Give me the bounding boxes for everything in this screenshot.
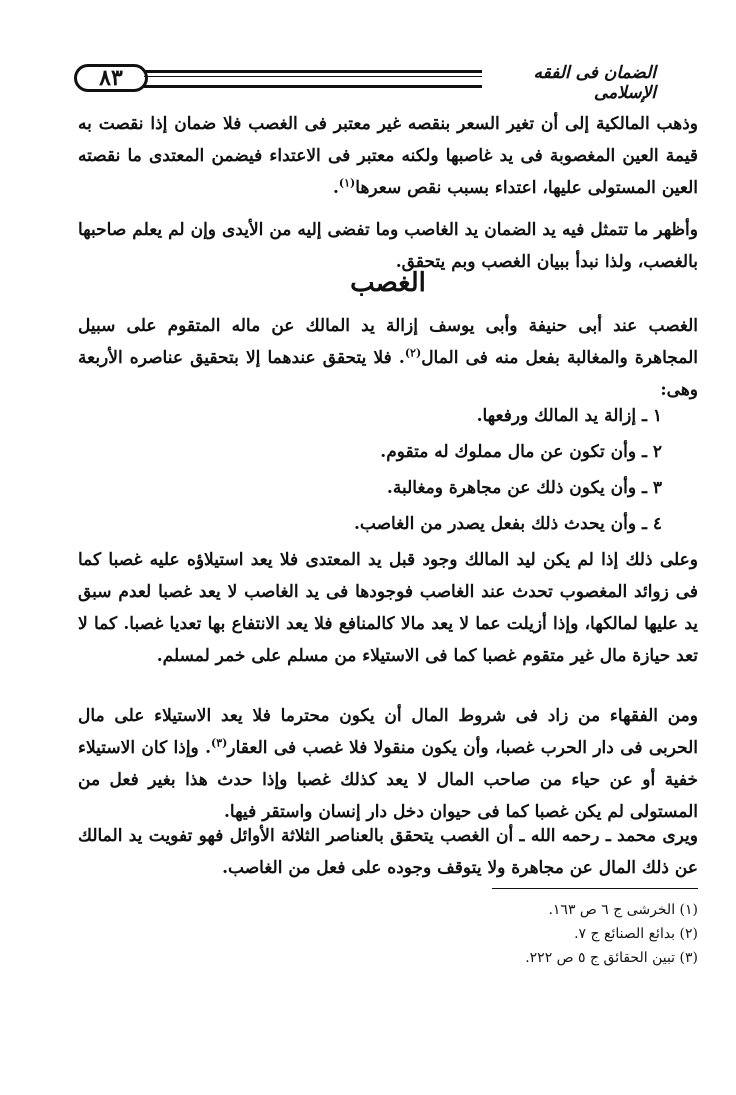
list-item: ١ ـ إزالة يد المالك ورفعها. [476, 406, 662, 426]
section-heading: الغصب [350, 268, 426, 298]
paragraph-text: ومن الفقهاء من زاد فى شروط المال أن يكون محترما فلا يعد الاستيلاء على مال الحربى فى دار الحرب غصبا، وأن يكون منقولا فلا غصب فى العقار [78, 706, 699, 758]
footnotes [78, 898, 698, 970]
page-number-badge [74, 64, 148, 92]
footnote-divider [492, 888, 698, 889]
paragraph-price-change: وذهب المالكية إلى أن تغير السعر بنقصه غير معتبر فى الغصب فلا ضمان إذا نقصت به قيمة العين المغصوبة فى يد غاصبها ولكنه معتبر فى الاعتداء فيضمن المعتدى ما نقصته العين المستولى عليها، اعتداء بسبب نقص سعرها$^{(١)}$. [78, 114, 698, 198]
footnote-ref-1[interactable]: (١) [338, 176, 356, 190]
list-item: ٤ ـ وأن يحدث ذلك بفعل يصدر من الغاصب. [354, 514, 662, 534]
paragraph-text: . وإذا كان الاستيلاء خفية أو عن حياء من صاحب المال لا يعد كذلك غصبا وإذا حدث هذا بغير فعل من المستولى لم يكن غصبا كما فى حيوان دخل دار إنسان واستقر فيها. [78, 738, 698, 822]
footnote-ref-3[interactable]: (٣) [211, 736, 228, 750]
running-title: الضمان فى الفقه الإسلامى [533, 63, 656, 103]
header-rule [144, 70, 482, 88]
page-number: ٨٣ [99, 65, 123, 91]
footnote-3: (٣) تبين الحقائق ج ٥ ص ٢٢٢. [525, 950, 698, 966]
footnote-2: (٢) بدائع الصنائع ج ٧. [574, 926, 698, 942]
footnote-ref-2[interactable]: (٢) [404, 346, 422, 360]
paragraph-text: ويرى محمد ـ رحمه الله ـ أن الغصب يتحقق بالعناصر الثلاثة الأوائل فهو تفويت يد المالك عن ذلك المال عن مجاهرة ولا يتوقف وجوده على فعل من الغاصب. [78, 826, 698, 878]
elements-list [78, 398, 698, 542]
paragraph-text: وذهب المالكية إلى أن تغير السعر بنقصه غير معتبر فى الغصب فلا ضمان إذا نقصت به قيمة العين المغصوبة فى يد غاصبها ولكنه معتبر فى الاعتداء فيضمن المعتدى ما نقصته العين المستولى عليها، اعتداء بسبب نقص سعرها [78, 114, 698, 198]
paragraph-consequences [78, 544, 698, 672]
paragraph-text: . فلا يتحقق عندهما إلا بتحقيق عناصره الأربعة وهى: [78, 348, 698, 400]
footnote-1: (١) الخرشى ج ٦ ص ١٦٣. [548, 902, 698, 918]
paragraph-text: وأظهر ما تتمثل فيه يد الضمان يد الغاصب وما تفضى إليه من الأيدى وإن لم يعلم صاحبها بالغصب، ولذا نبدأ ببيان الغصب وبم يتحقق. [78, 220, 698, 272]
paragraph-text: وعلى ذلك إذا لم يكن ليد المالك وجود قبل يد المعتدى فلا يعد استيلاؤه عليه غصبا كما فى زوائد المغصوب تحدث عند الغاصب فوجودها فى يد الغاصب لا يعد غصبا لعدم سبق يد عليها لمالكها، وإذا أزيلت عما لا يعد مالا كالمنافع فلا يعد الانتفاع بها تعديا غصبا. كما لا تعد حيازة مال غير متقوم غصبا كما فى الاستيلاء من مسلم على خمر لمسلم. [78, 550, 698, 666]
paragraph-other-jurists [78, 700, 698, 828]
paragraph-definition [78, 310, 698, 406]
list-item: ٢ ـ وأن تكون عن مال مملوك له متقوم. [380, 442, 662, 462]
list-item: ٣ ـ وأن يكون ذلك عن مجاهرة ومغالبة. [386, 478, 662, 498]
paragraph-text: الغصب عند أبى حنيفة وأبى يوسف إزالة يد المالك عن ماله المتقوم على سبيل المجاهرة والمغالبة بفعل منه فى المال [78, 316, 698, 368]
page-header [74, 60, 656, 103]
paragraph-muhammad-view [78, 820, 698, 884]
